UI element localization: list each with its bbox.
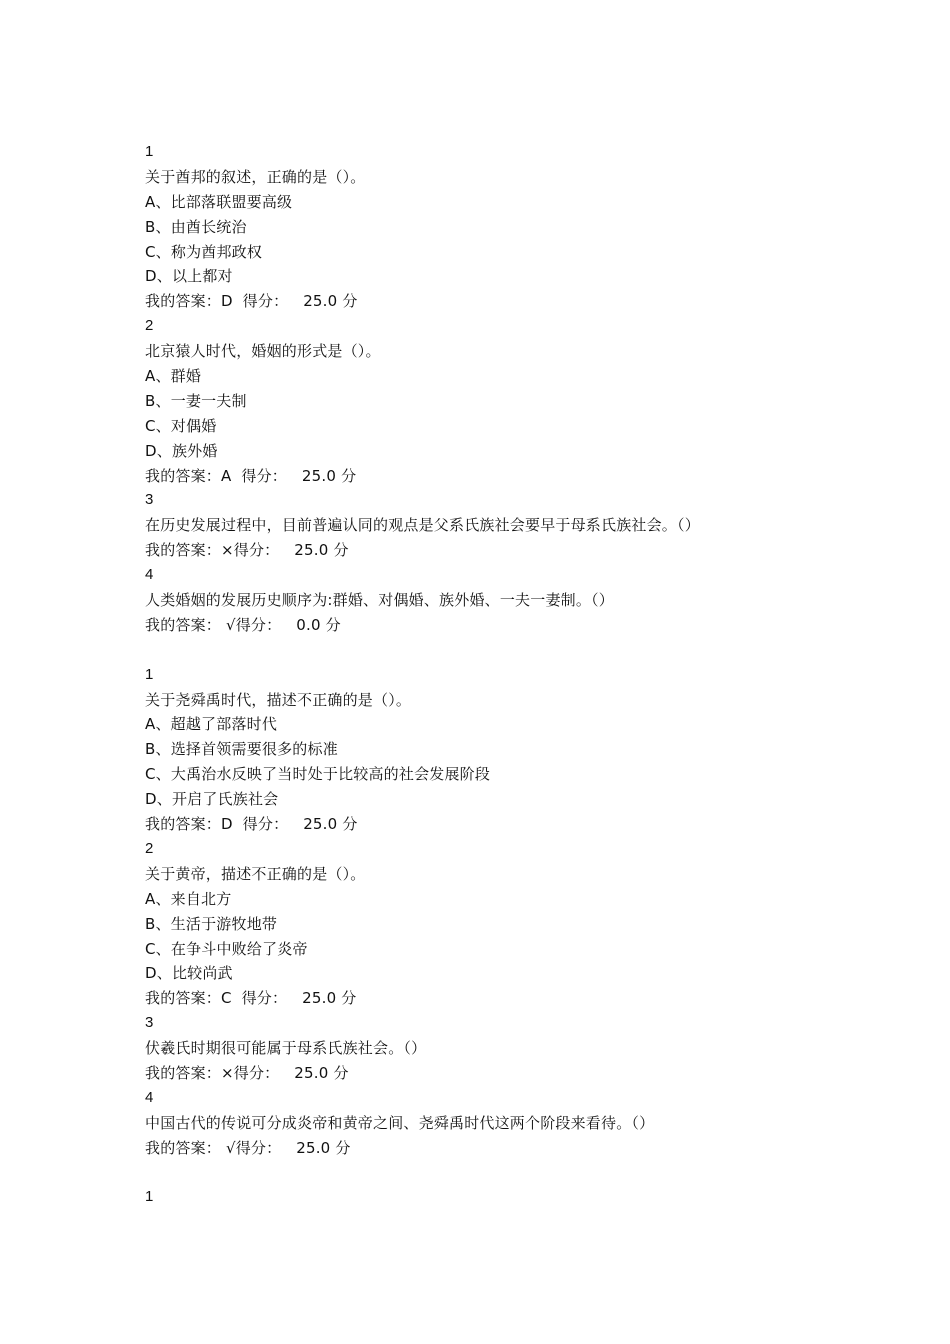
question: [145, 563, 845, 638]
section-spacer: [145, 638, 845, 663]
quiz-section: [145, 140, 845, 638]
question-number: 4: [145, 1088, 154, 1106]
question-number: 3: [145, 1014, 154, 1032]
question-text: 关于尧舜禹时代，描述不正确的是（）。: [145, 690, 412, 709]
answer-line: 我的答案：×得分： 25.0 分: [145, 541, 349, 560]
question: [145, 140, 845, 314]
quiz-content: [145, 140, 845, 1210]
answer-line: 我的答案：D 得分： 25.0 分: [145, 292, 358, 311]
option-c: C、对偶婚: [145, 416, 217, 435]
answer-line: 我的答案： √得分： 25.0 分: [145, 1138, 351, 1157]
option-d: D、开启了氏族社会: [145, 790, 279, 809]
option-a: A、比部落联盟要高级: [145, 192, 293, 211]
question-number: 1: [145, 665, 154, 683]
question-number: 1: [145, 143, 154, 160]
question: [145, 1185, 845, 1210]
question-text: 关于酋邦的叙述，正确的是（）。: [145, 167, 366, 186]
question-text: 中国古代的传说可分成炎帝和黄帝之间、尧舜禹时代这两个阶段来看待。（）: [145, 1113, 655, 1132]
question-number: 3: [145, 491, 154, 509]
option-b: B、生活于游牧地带: [145, 914, 278, 933]
option-d: D、族外婚: [145, 441, 218, 460]
option-a: A、超越了部落时代: [145, 715, 278, 734]
question: [145, 663, 845, 837]
question-number: 2: [145, 839, 154, 857]
quiz-section: [145, 663, 845, 1161]
quiz-section: [145, 1185, 845, 1210]
section-spacer: [145, 1161, 845, 1186]
question-text: 在历史发展过程中，目前普遍认同的观点是父系氏族社会要早于母系氏族社会。（）: [145, 516, 700, 535]
question-text: 伏羲氏时期很可能属于母系氏族社会。（）: [145, 1039, 427, 1058]
question-text: 关于黄帝，描述不正确的是（）。: [145, 864, 366, 883]
answer-line: 我的答案：C 得分： 25.0 分: [145, 989, 357, 1008]
option-c: C、在争斗中败给了炎帝: [145, 939, 308, 958]
question-text: 人类婚姻的发展历史顺序为:群婚、对偶婚、族外婚、一夫一妻制。（）: [145, 591, 614, 610]
answer-line: 我的答案：A 得分： 25.0 分: [145, 466, 357, 485]
option-d: D、比较尚武: [145, 964, 233, 983]
question-number: 2: [145, 317, 154, 335]
answer-line: 我的答案：×得分： 25.0 分: [145, 1063, 349, 1082]
option-b: B、一妻一夫制: [145, 391, 247, 410]
option-d: D、以上都对: [145, 267, 233, 286]
question: [145, 1011, 845, 1086]
question: [145, 837, 845, 1011]
question: [145, 1086, 845, 1161]
option-a: A、来自北方: [145, 889, 232, 908]
option-c: C、大禹治水反映了当时处于比较高的社会发展阶段: [145, 765, 491, 784]
option-b: B、选择首领需要很多的标准: [145, 740, 338, 759]
option-b: B、由酋长统治: [145, 217, 247, 236]
option-a: A、群婚: [145, 367, 202, 386]
question: [145, 488, 845, 563]
option-c: C、称为酋邦政权: [145, 242, 263, 261]
question: [145, 314, 845, 488]
question-number: 4: [145, 566, 154, 584]
question-number: 1: [145, 1188, 154, 1206]
question-text: 北京猿人时代，婚姻的形式是（）。: [145, 342, 381, 361]
answer-line: 我的答案： √得分： 0.0 分: [145, 615, 341, 634]
answer-line: 我的答案：D 得分： 25.0 分: [145, 815, 358, 834]
